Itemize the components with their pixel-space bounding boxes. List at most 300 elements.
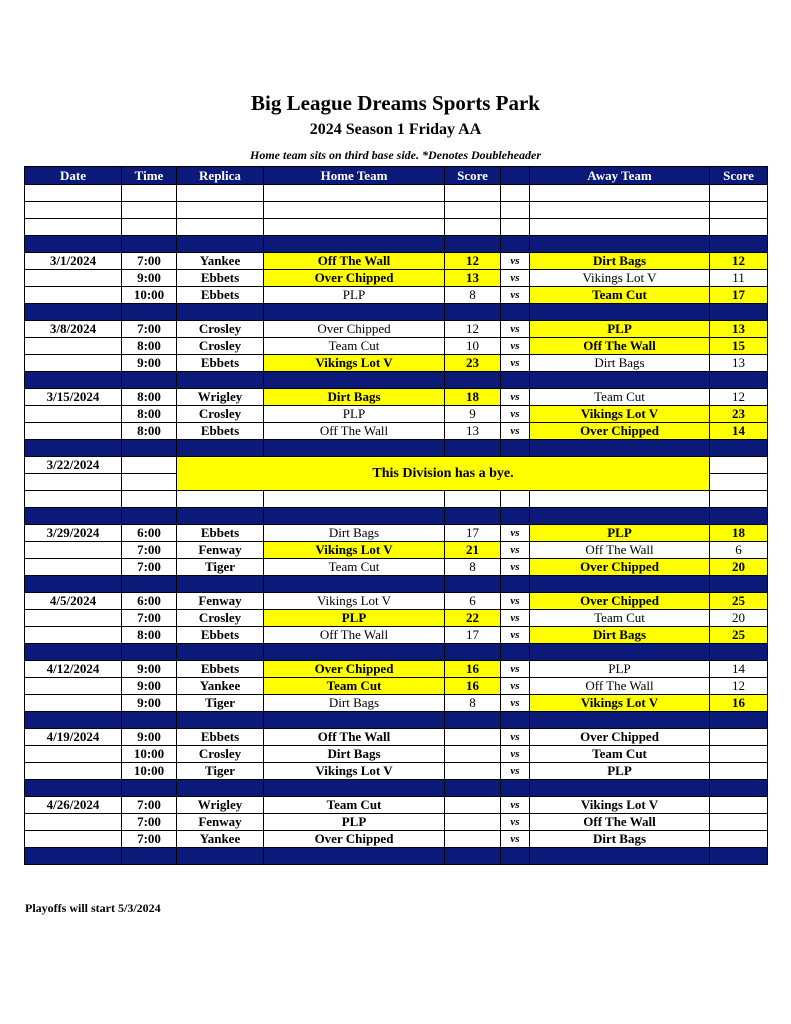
game-row [25,253,768,270]
game-date [25,406,122,423]
game-date [25,695,122,712]
separator-cell [25,576,122,593]
away-team: Dirt Bags [530,627,710,644]
separator-cell [122,848,177,865]
separator-cell [501,712,530,729]
home-team: Team Cut [264,797,445,814]
separator-cell [177,440,264,457]
home-score: 16 [445,678,501,695]
vs-label: vs [501,270,530,287]
game-replica: Crosley [177,610,264,627]
separator-cell [445,236,501,253]
game-replica: Tiger [177,763,264,780]
header-row [25,167,768,185]
vs-label: vs [501,389,530,406]
game-date: 3/1/2024 [25,253,122,270]
away-score: 12 [710,389,768,406]
blank-cell [710,491,768,508]
vs-label: vs [501,525,530,542]
game-time: 7:00 [122,831,177,848]
separator-cell [710,780,768,797]
separator-cell [445,372,501,389]
game-date [25,287,122,304]
separator-cell [530,848,710,865]
game-row [25,610,768,627]
separator-cell [501,644,530,661]
blank-cell [445,491,501,508]
game-date: 3/15/2024 [25,389,122,406]
home-score [445,729,501,746]
away-score: 13 [710,355,768,372]
game-date [25,559,122,576]
home-team: Team Cut [264,338,445,355]
separator-cell [530,576,710,593]
separator-cell [25,644,122,661]
separator-cell [177,508,264,525]
separator-cell [501,576,530,593]
separator-cell [501,236,530,253]
game-replica: Yankee [177,253,264,270]
game-date: 4/26/2024 [25,797,122,814]
game-replica: Crosley [177,321,264,338]
separator-cell [264,508,445,525]
home-score: 18 [445,389,501,406]
away-team: PLP [530,525,710,542]
away-score: 25 [710,627,768,644]
away-score: 12 [710,678,768,695]
home-team: PLP [264,406,445,423]
game-replica: Ebbets [177,627,264,644]
game-row [25,627,768,644]
blank-cell [264,491,445,508]
game-time: 7:00 [122,542,177,559]
separator-cell [264,644,445,661]
away-team: Off The Wall [530,814,710,831]
separator-cell [177,848,264,865]
game-replica: Ebbets [177,423,264,440]
away-team: Off The Wall [530,338,710,355]
separator-cell [445,304,501,321]
away-score: 20 [710,610,768,627]
game-date [25,542,122,559]
vs-label: vs [501,831,530,848]
away-score [710,831,768,848]
blank-cell [445,219,501,236]
separator-cell [25,848,122,865]
separator-cell [264,236,445,253]
vs-label: vs [501,542,530,559]
week-separator [25,644,768,661]
separator-cell [445,848,501,865]
game-time: 9:00 [122,729,177,746]
game-row [25,559,768,576]
blank-cell [122,457,177,474]
separator-cell [445,644,501,661]
game-row [25,389,768,406]
separator-cell [25,780,122,797]
game-time: 9:00 [122,270,177,287]
col-away-team: Away Team [530,167,710,185]
away-team: Over Chipped [530,729,710,746]
separator-cell [445,780,501,797]
separator-cell [25,440,122,457]
blank-cell [177,202,264,219]
game-replica: Ebbets [177,729,264,746]
separator-cell [530,780,710,797]
game-time: 9:00 [122,678,177,695]
week-separator [25,508,768,525]
game-date [25,423,122,440]
blank-cell [501,202,530,219]
home-team: Vikings Lot V [264,542,445,559]
blank-cell [710,202,768,219]
blank-cell [25,185,122,202]
blank-cell [122,202,177,219]
home-team: Over Chipped [264,270,445,287]
blank-cell [530,185,710,202]
home-score: 10 [445,338,501,355]
vs-label: vs [501,423,530,440]
away-team: Dirt Bags [530,831,710,848]
game-time: 7:00 [122,321,177,338]
separator-cell [710,304,768,321]
home-team: Vikings Lot V [264,763,445,780]
game-date [25,270,122,287]
home-team: Off The Wall [264,627,445,644]
away-team: Vikings Lot V [530,270,710,287]
game-row [25,270,768,287]
game-row [25,661,768,678]
home-score [445,831,501,848]
game-row [25,746,768,763]
separator-cell [710,644,768,661]
home-score: 12 [445,321,501,338]
game-replica: Tiger [177,559,264,576]
separator-cell [264,576,445,593]
separator-cell [710,848,768,865]
separator-cell [264,712,445,729]
vs-label: vs [501,321,530,338]
home-team: Off The Wall [264,423,445,440]
game-date: 4/12/2024 [25,661,122,678]
home-team: PLP [264,287,445,304]
away-score: 15 [710,338,768,355]
vs-label: vs [501,746,530,763]
schedule-table [24,166,768,865]
separator-cell [122,508,177,525]
separator-cell [264,304,445,321]
col-away-score: Score [710,167,768,185]
home-score: 12 [445,253,501,270]
blank-cell [264,202,445,219]
away-score: 6 [710,542,768,559]
bye-row [25,491,768,508]
blank-row [25,219,768,236]
blank-cell [710,474,768,491]
game-row [25,338,768,355]
separator-cell [710,508,768,525]
away-score: 17 [710,287,768,304]
game-time: 6:00 [122,593,177,610]
game-time: 9:00 [122,695,177,712]
col-vs [501,167,530,185]
away-score [710,729,768,746]
game-row [25,797,768,814]
game-time: 7:00 [122,814,177,831]
blank-cell [122,219,177,236]
home-team: Team Cut [264,559,445,576]
game-row [25,321,768,338]
away-team: Over Chipped [530,423,710,440]
separator-cell [501,780,530,797]
separator-cell [25,236,122,253]
blank-cell [530,202,710,219]
away-score: 18 [710,525,768,542]
home-score: 22 [445,610,501,627]
game-time: 8:00 [122,423,177,440]
vs-label: vs [501,338,530,355]
home-team: Vikings Lot V [264,355,445,372]
game-date [25,627,122,644]
game-row [25,355,768,372]
game-row [25,542,768,559]
separator-cell [122,440,177,457]
game-time: 10:00 [122,763,177,780]
game-date [25,763,122,780]
game-date [25,355,122,372]
game-time: 7:00 [122,559,177,576]
game-row [25,678,768,695]
away-score: 12 [710,253,768,270]
separator-cell [710,236,768,253]
game-date [25,491,122,508]
separator-cell [530,372,710,389]
separator-cell [445,576,501,593]
vs-label: vs [501,814,530,831]
page-note: Home team sits on third base side. *Denotes Doubleheader [250,148,541,162]
vs-label: vs [501,610,530,627]
home-score: 17 [445,627,501,644]
blank-cell [710,457,768,474]
away-score: 25 [710,593,768,610]
separator-cell [122,576,177,593]
home-score: 17 [445,525,501,542]
game-date [25,831,122,848]
blank-row [25,185,768,202]
game-date [25,678,122,695]
home-team: Dirt Bags [264,746,445,763]
game-replica: Ebbets [177,270,264,287]
game-time: 9:00 [122,355,177,372]
bye-row [25,457,768,474]
game-row [25,695,768,712]
vs-label: vs [501,678,530,695]
vs-label: vs [501,287,530,304]
blank-cell [710,185,768,202]
separator-cell [122,304,177,321]
vs-label: vs [501,763,530,780]
week-separator [25,236,768,253]
separator-cell [122,644,177,661]
vs-label: vs [501,253,530,270]
separator-cell [710,576,768,593]
separator-cell [264,372,445,389]
game-replica: Ebbets [177,287,264,304]
separator-cell [501,440,530,457]
away-score: 14 [710,423,768,440]
away-team: Team Cut [530,610,710,627]
home-team: Over Chipped [264,831,445,848]
blank-cell [445,185,501,202]
home-score: 23 [445,355,501,372]
home-team: PLP [264,814,445,831]
game-row [25,763,768,780]
game-replica: Ebbets [177,355,264,372]
col-home-team: Home Team [264,167,445,185]
game-replica: Fenway [177,542,264,559]
away-team: Team Cut [530,389,710,406]
blank-cell [122,474,177,491]
blank-cell [710,219,768,236]
vs-label: vs [501,559,530,576]
game-date: 3/29/2024 [25,525,122,542]
week-separator [25,848,768,865]
blank-cell [501,219,530,236]
home-score: 13 [445,270,501,287]
col-home-score: Score [445,167,501,185]
home-team: PLP [264,610,445,627]
game-replica: Crosley [177,338,264,355]
week-separator [25,304,768,321]
home-team: Vikings Lot V [264,593,445,610]
separator-cell [501,508,530,525]
separator-cell [177,644,264,661]
home-team: Dirt Bags [264,525,445,542]
separator-cell [122,236,177,253]
away-team: Dirt Bags [530,355,710,372]
home-team: Off The Wall [264,253,445,270]
game-time: 7:00 [122,610,177,627]
game-replica: Crosley [177,406,264,423]
game-date [25,746,122,763]
page-title: Big League Dreams Sports Park [251,91,540,115]
vs-label: vs [501,355,530,372]
vs-label: vs [501,661,530,678]
separator-cell [25,508,122,525]
game-time: 8:00 [122,389,177,406]
away-team: PLP [530,321,710,338]
game-replica: Fenway [177,814,264,831]
game-date [25,814,122,831]
page-subtitle: 2024 Season 1 Friday AA [309,121,482,138]
game-replica: Crosley [177,746,264,763]
blank-cell [25,202,122,219]
footer-note: Playoffs will start 5/3/2024 [25,901,161,915]
away-team: Team Cut [530,287,710,304]
game-replica: Wrigley [177,389,264,406]
separator-cell [122,712,177,729]
game-replica: Fenway [177,593,264,610]
away-team: Over Chipped [530,559,710,576]
away-score [710,763,768,780]
away-team: Vikings Lot V [530,797,710,814]
col-date: Date [25,167,122,185]
game-replica: Wrigley [177,797,264,814]
separator-cell [445,712,501,729]
home-team: Off The Wall [264,729,445,746]
blank-cell [264,185,445,202]
week-separator [25,780,768,797]
blank-cell [530,219,710,236]
game-time: 10:00 [122,746,177,763]
away-score: 11 [710,270,768,287]
away-score: 16 [710,695,768,712]
game-replica: Yankee [177,678,264,695]
separator-cell [122,780,177,797]
week-separator [25,712,768,729]
blank-cell [122,491,177,508]
game-time: 6:00 [122,525,177,542]
vs-label: vs [501,695,530,712]
blank-cell [25,219,122,236]
home-score: 8 [445,559,501,576]
away-team: Over Chipped [530,593,710,610]
game-row [25,729,768,746]
week-separator [25,372,768,389]
game-row [25,423,768,440]
home-team: Dirt Bags [264,389,445,406]
separator-cell [177,304,264,321]
game-date [25,610,122,627]
game-date: 4/5/2024 [25,593,122,610]
game-replica: Tiger [177,695,264,712]
separator-cell [710,372,768,389]
week-separator [25,440,768,457]
separator-cell [530,644,710,661]
game-time: 10:00 [122,287,177,304]
game-date [25,474,122,491]
week-separator [25,576,768,593]
away-score [710,797,768,814]
separator-cell [177,236,264,253]
blank-cell [501,185,530,202]
home-score: 16 [445,661,501,678]
separator-cell [501,848,530,865]
away-score [710,746,768,763]
game-row [25,406,768,423]
vs-label: vs [501,797,530,814]
home-score: 9 [445,406,501,423]
blank-cell [501,491,530,508]
home-team: Team Cut [264,678,445,695]
separator-cell [445,440,501,457]
separator-cell [25,304,122,321]
separator-cell [264,780,445,797]
separator-cell [177,576,264,593]
game-replica: Ebbets [177,661,264,678]
separator-cell [530,712,710,729]
game-time: 7:00 [122,797,177,814]
vs-label: vs [501,627,530,644]
game-date: 4/19/2024 [25,729,122,746]
separator-cell [530,508,710,525]
away-team: Dirt Bags [530,253,710,270]
separator-cell [445,508,501,525]
away-team: Vikings Lot V [530,406,710,423]
home-score: 8 [445,287,501,304]
away-team: PLP [530,661,710,678]
away-score: 23 [710,406,768,423]
